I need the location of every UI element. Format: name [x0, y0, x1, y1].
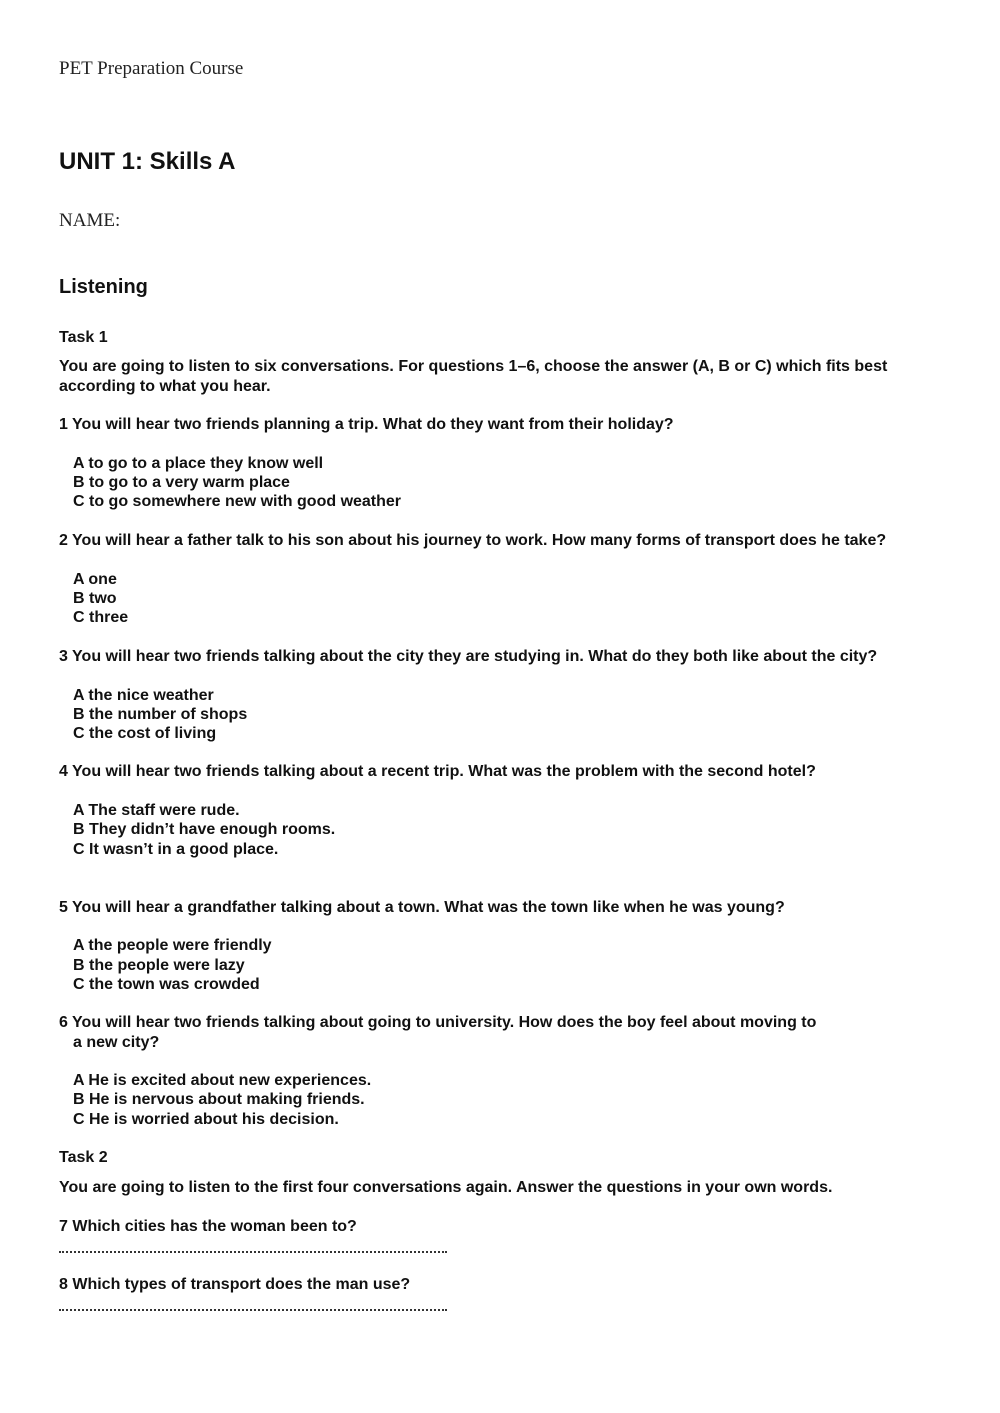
question-6-option-c: C He is worried about his decision. — [73, 1111, 339, 1128]
task1-instructions-line1: You are going to listen to six conversations. For questions 1–6, choose the answer (A, B or C) which fits best — [59, 358, 888, 375]
question-6-option-b: B He is nervous about making friends. — [73, 1091, 365, 1108]
question-7: 7 Which cities has the woman been to? — [59, 1218, 357, 1235]
name-label: NAME: — [59, 210, 121, 231]
question-5-option-b: B the people were lazy — [73, 957, 245, 974]
question-3-option-b: B the number of shops — [73, 706, 248, 723]
question-4-option-a: A The staff were rude. — [73, 802, 240, 819]
task1-title: Task 1 — [59, 329, 108, 346]
section-title-listening: Listening — [59, 276, 148, 298]
question-1-option-b: B to go to a very warm place — [73, 474, 290, 491]
question-1-option-c: C to go somewhere new with good weather — [73, 493, 402, 510]
unit-title: UNIT 1: Skills A — [59, 148, 236, 175]
question-8: 8 Which types of transport does the man use? — [59, 1276, 411, 1293]
question-4-option-c: C It wasn’t in a good place. — [73, 841, 279, 858]
question-2-option-a: A one — [73, 571, 117, 588]
answer-line-7[interactable] — [59, 1251, 447, 1253]
question-5-option-c: C the town was crowded — [73, 976, 260, 993]
task1-instructions-line2: according to what you hear. — [59, 378, 271, 395]
question-1: 1 You will hear two friends planning a trip. What do they want from their holiday? — [59, 416, 674, 433]
question-4-option-b: B They didn’t have enough rooms. — [73, 821, 336, 838]
question-6: 6 You will hear two friends talking about going to university. How does the boy feel about moving to — [59, 1014, 817, 1031]
question-1-option-a: A to go to a place they know well — [73, 455, 324, 472]
task2-title: Task 2 — [59, 1149, 108, 1166]
task2-instructions: You are going to listen to the first four conversations again. Answer the questions in your own words. — [59, 1179, 833, 1196]
question-3-option-a: A the nice weather — [73, 687, 214, 704]
question-3: 3 You will hear two friends talking about the city they are studying in. What do they both like about the city? — [59, 648, 878, 665]
question-2-option-c: C three — [73, 609, 129, 626]
course-header: PET Preparation Course — [59, 58, 244, 79]
answer-line-8[interactable] — [59, 1309, 447, 1311]
question-6-option-a: A He is excited about new experiences. — [73, 1072, 372, 1089]
question-3-option-c: C the cost of living — [73, 725, 217, 742]
question-2: 2 You will hear a father talk to his son about his journey to work. How many forms of transport does he take? — [59, 532, 887, 549]
question-5: 5 You will hear a grandfather talking about a town. What was the town like when he was young? — [59, 899, 785, 916]
question-5-option-a: A the people were friendly — [73, 937, 272, 954]
question-4: 4 You will hear two friends talking about a recent trip. What was the problem with the second hotel? — [59, 763, 816, 780]
question-2-option-b: B two — [73, 590, 117, 607]
question-6-line2: a new city? — [73, 1034, 160, 1051]
